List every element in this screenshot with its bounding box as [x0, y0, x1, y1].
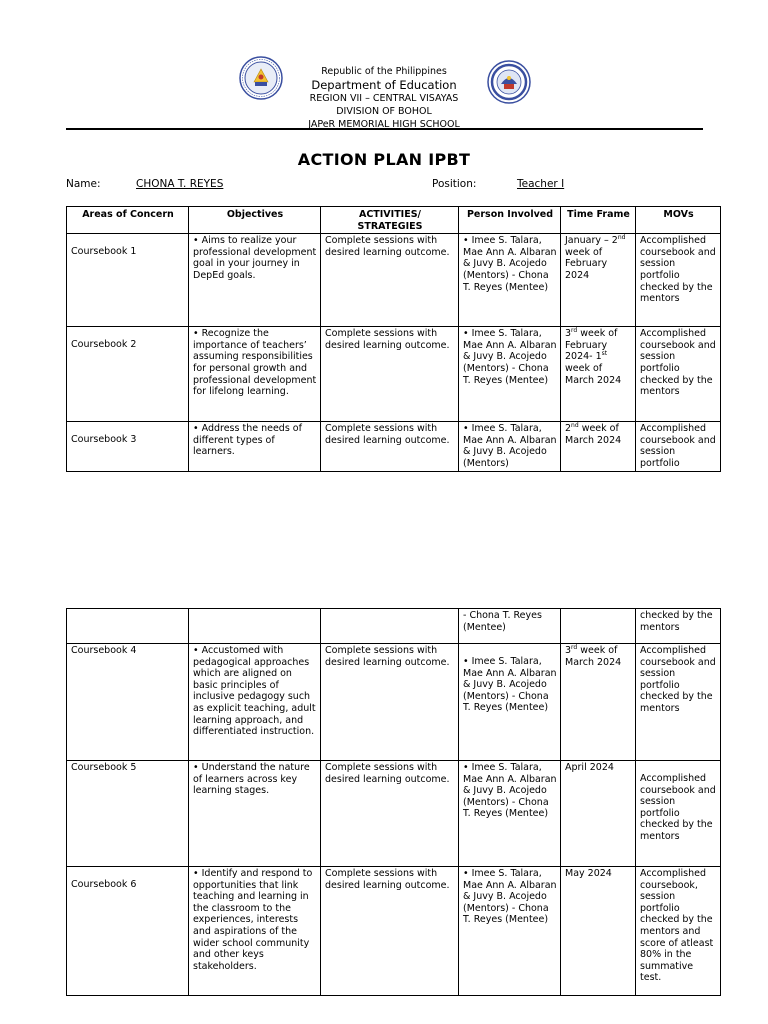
header-objectives: Objectives — [189, 207, 321, 234]
area-cell — [67, 609, 189, 644]
activity-cell: Complete sessions with desired learning outcome. — [321, 234, 459, 327]
activity-cell — [321, 609, 459, 644]
table-row-continued — [67, 609, 721, 644]
header-movs: MOVs — [636, 207, 721, 234]
name-label: Name: — [66, 178, 101, 190]
table-row — [67, 327, 721, 422]
activity-cell: Complete sessions with desired learning outcome. — [321, 761, 459, 867]
position-label: Position: — [432, 178, 477, 190]
objective-cell: • Aims to realize your professional development goal in your journey in DepEd goals. — [189, 234, 321, 327]
school-line: JAPeR MEMORIAL HIGH SCHOOL — [308, 119, 460, 130]
persons-cell: - Chona T. Reyes (Mentee) — [459, 609, 561, 644]
persons-cell: • Imee S. Talara, Mae Ann A. Albaran & Juvy B. Acojedo (Mentors) — [459, 422, 561, 471]
timeframe-cell: May 2024 — [561, 867, 636, 996]
page-title: ACTION PLAN IPBT — [297, 150, 471, 169]
republic-line: Republic of the Philippines — [321, 66, 447, 77]
movs-cell: Accomplished coursebook, session portfolio checked by the mentors and score of atleast 80% in the summative test. — [636, 867, 721, 996]
persons-cell: • Imee S. Talara, Mae Ann A. Albaran & Juvy B. Acojedo (Mentors) - Chona T. Reyes (Mentee) — [459, 867, 561, 996]
header-persons: Person Involved — [459, 207, 561, 234]
movs-cell: Accomplished coursebook and session portfolio checked by the mentors — [636, 327, 721, 422]
table-row — [67, 422, 721, 471]
division-line: DIVISION OF BOHOL — [336, 106, 432, 117]
table-row — [67, 761, 721, 867]
position-value: Teacher I — [517, 178, 565, 190]
persons-cell: • Imee S. Talara, Mae Ann A. Albaran & Juvy B. Acojedo (Mentors) - Chona T. Reyes (Mentee) — [459, 761, 561, 867]
area-cell: Coursebook 6 — [67, 867, 189, 996]
persons-cell: • Imee S. Talara, Mae Ann A. Albaran & Juvy B. Acojedo (Mentors) - Chona T. Reyes (Mentee) — [459, 234, 561, 327]
persons-cell: • Imee S. Talara, Mae Ann A. Albaran & Juvy B. Acojedo (Mentors) - Chona T. Reyes (Mentee) — [459, 644, 561, 761]
objective-cell: • Understand the nature of learners across key learning stages. — [189, 761, 321, 867]
table-row — [67, 234, 721, 327]
movs-cell: Accomplished coursebook and session portfolio checked by the mentors — [636, 234, 721, 327]
timeframe-cell: 3rd week of February 2024- 1st week of March 2024 — [561, 327, 636, 422]
area-cell: Coursebook 4 — [67, 644, 189, 761]
movs-cell: checked by the mentors — [636, 609, 721, 644]
timeframe-cell: April 2024 — [561, 761, 636, 867]
objective-cell: • Accustomed with pedagogical approaches which are aligned on basic principles of inclusive pedagogy such as explicit teaching, adult learning approach, and differentiated instruction. — [189, 644, 321, 761]
objective-cell: • Identify and respond to opportunities that link teaching and learning in the classroom to the experiences, interests and aspirations of the wider school community and other keys stakeholders. — [189, 867, 321, 996]
activity-cell: Complete sessions with desired learning outcome. — [321, 327, 459, 422]
table-row — [67, 867, 721, 996]
area-cell: Coursebook 5 — [67, 761, 189, 867]
action-plan-table-continued — [66, 608, 721, 996]
table-header-row — [67, 207, 721, 234]
timeframe-cell: 3rd week of March 2024 — [561, 644, 636, 761]
activity-cell: Complete sessions with desired learning outcome. — [321, 422, 459, 471]
movs-cell: Accomplished coursebook and session portfolio checked by the mentors — [636, 761, 721, 867]
activity-cell: Complete sessions with desired learning outcome. — [321, 644, 459, 761]
objective-cell: • Address the needs of different types of learners. — [189, 422, 321, 471]
name-value: CHONA T. REYES — [136, 178, 224, 190]
header-divider — [66, 128, 703, 130]
header-areas: Areas of Concern — [67, 207, 189, 234]
header-activities: ACTIVITIES/ STRATEGIES — [321, 207, 459, 234]
area-cell: Coursebook 3 — [67, 422, 189, 471]
timeframe-cell — [561, 609, 636, 644]
movs-cell: Accomplished coursebook and session portfolio — [636, 422, 721, 471]
header-timeframe: Time Frame — [561, 207, 636, 234]
action-plan-table — [66, 206, 721, 472]
area-cell: Coursebook 1 — [67, 234, 189, 327]
letterhead — [0, 65, 768, 131]
objective-cell — [189, 609, 321, 644]
objective-cell: • Recognize the importance of teachers’ assuming responsibilities for personal growth and professional development for lifelong learning. — [189, 327, 321, 422]
timeframe-cell: 2nd week of March 2024 — [561, 422, 636, 471]
movs-cell: Accomplished coursebook and session portfolio checked by the mentors — [636, 644, 721, 761]
timeframe-cell: January – 2nd week of February 2024 — [561, 234, 636, 327]
area-cell: Coursebook 2 — [67, 327, 189, 422]
persons-cell: • Imee S. Talara, Mae Ann A. Albaran & Juvy B. Acojedo (Mentors) - Chona T. Reyes (Mentee) — [459, 327, 561, 422]
activity-cell: Complete sessions with desired learning outcome. — [321, 867, 459, 996]
department-line: Department of Education — [311, 78, 457, 92]
region-line: REGION VII – CENTRAL VISAYAS — [309, 93, 459, 104]
table-row — [67, 644, 721, 761]
